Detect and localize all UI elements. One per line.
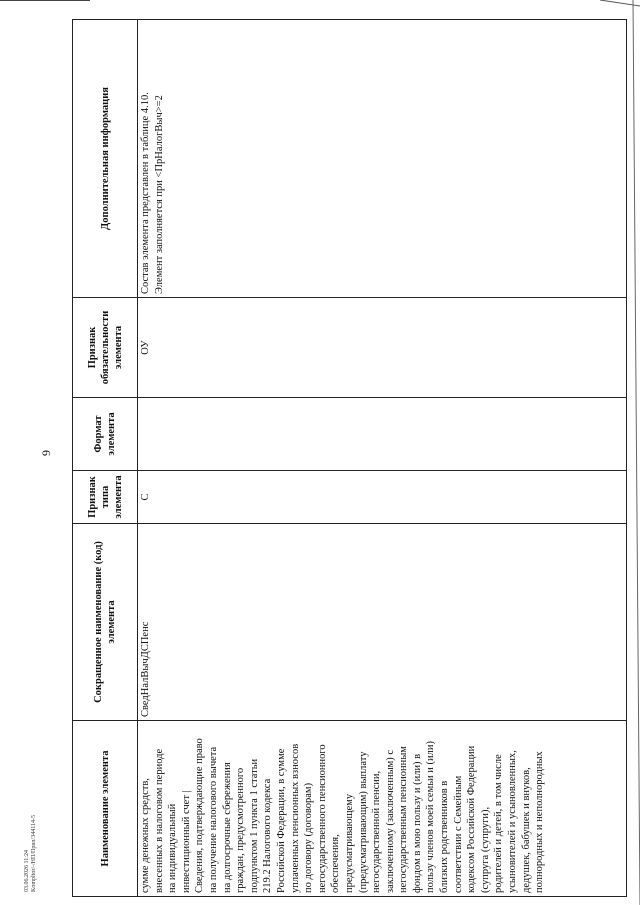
name-line: на получение налогового вычета [207,746,219,893]
name-line: фондом в мою пользу и (или) в [411,753,423,893]
name-line: внесенных в налоговом периоде [153,748,165,893]
name-line: негосударственным пенсионным [398,746,410,893]
name-line: усыновителей и усыновленных, [507,750,519,893]
name-line: негосударственной пенсии, [371,770,383,893]
name-line: (супруга (супруги), [479,806,491,893]
header-element-format: Формат элемента [73,398,138,471]
name-line: Российской Федерации, в сумме [275,748,287,893]
name-line: на индивидуальный [167,803,179,893]
name-line: полнородных и неполнородных [534,751,546,893]
table-header-row [73,20,138,897]
name-line: уплаченных пенсионных взносов [289,743,301,893]
name-line: кодексом Российской Федерации [466,745,478,893]
cell-element-required: ОУ [138,298,627,398]
name-line: родителей и детей, в том числе [493,754,505,893]
header-element-required: Признак обязательности элемента [73,298,138,398]
header-element-code: Сокращенное наименование (код) элемента [73,524,138,721]
info-line: Элемент заполняется при <ПрНалогВыч>=2 [153,95,165,294]
elements-table [72,19,627,897]
name-line: обеспечения, [330,834,342,893]
name-line: заключенному (заключенным) с [384,749,396,893]
name-line: по договору (договорам) [303,782,315,893]
rotated-table-container [72,20,627,897]
name-line: 219.2 Налогового кодекса [262,778,274,893]
header-additional-info: Дополнительная информация [73,20,138,298]
name-line: инвестиционный счет | [180,790,192,893]
footer-doc-code: Kompltor/-/НП/Прил/344114-5 [31,815,37,892]
page-number: 9 [39,450,53,456]
table-row [138,20,627,897]
name-line: подпунктом 1 пункта 1 статьи [248,758,260,893]
name-line: граждан, предусмотренного [235,767,247,893]
header-element-type: Признак типа элемента [73,471,138,524]
name-line: сумме денежных средств, [140,778,151,893]
name-line: близких родственников в [439,780,451,893]
name-line: пользу членов моей семьи и (или) [425,741,437,893]
cell-element-type: С [138,471,627,524]
cell-additional-info [138,20,627,298]
name-line: дедушек, бабушек и внуков, [520,767,532,893]
footer-stamp [24,682,38,892]
footer-timestamp: 03.06.2026 11:24 [24,850,30,892]
cell-element-format [138,398,627,471]
name-line: (предусматривающим) выплату [357,751,369,893]
name-line: соответствии с Семейным [452,775,464,893]
name-line: Сведения, подтверждающие право [194,738,206,893]
name-line: на долгосрочные сбережения [221,762,233,893]
cell-element-name [138,721,627,897]
name-line: предусматривающему [343,793,355,893]
header-element-name: Наименование элемента [73,721,138,897]
cell-element-code: СведНалВычДСПенс [138,524,627,721]
name-line: негосударственного пенсионного [316,744,328,893]
info-line: Состав элемента представлен в таблице 4.10. [140,92,151,294]
